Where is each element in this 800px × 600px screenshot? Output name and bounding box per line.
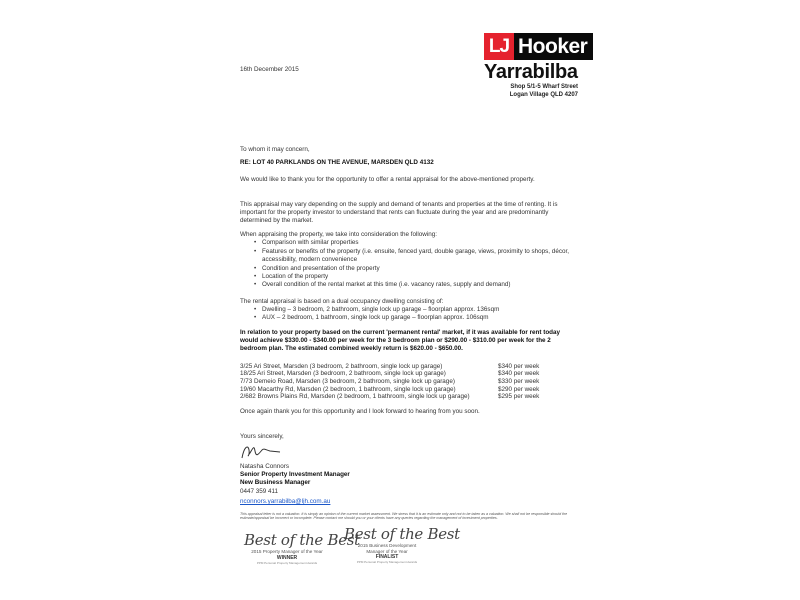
comparable-price: $295 per week (498, 393, 540, 400)
signatory-phone: 0447 359 411 (240, 488, 279, 495)
comparable-address: 2/682 Browns Plains Rd, Marsden (2 bedroom, 1 bathroom, single lock up garage) (240, 393, 470, 400)
award-title: Manager of the Year (366, 548, 408, 554)
disclaimer-text: This appraisal letter is not a valuation. It is simply an opinion of the current market assessment. We stress that it is an estimate only and not to be taken as a valuation. We shall not be responsible should the estimate/appraisal be incorrect or incomplete. Please contact me should you or your clients have any queries regarding the management of investment properties. (240, 512, 568, 521)
award-title: 2015 Property Manager of the Year (251, 549, 323, 554)
award-organisation: PPM Personal Property Management Awards (256, 560, 318, 565)
award-title: 2015 Business Development (357, 543, 417, 548)
award-script-title: Best of the Best (344, 525, 460, 543)
comparable-price: $340 per week (498, 370, 540, 377)
dwelling-item: • AUX – 2 bedroom, 1 bathroom, single lock up garage – floorplan approx. 106sqm (262, 314, 572, 322)
award-status: WINNER (276, 554, 298, 561)
signatory-title: Senior Property Investment Manager (240, 471, 350, 478)
salutation: To whom it may concern, (240, 146, 310, 153)
re-line: RE: LOT 40 PARKLANDS ON THE AVENUE, MARSDEN QLD 4132 (240, 159, 434, 166)
signatory-title: New Business Manager (240, 479, 311, 486)
logo-wordmark: Hooker (514, 33, 593, 60)
award-status: FINALIST (375, 554, 399, 561)
intro-paragraph: We would like to thank you for the opportunity to offer a rental appraisal for the above-mentioned property. (240, 176, 535, 183)
comparable-price: $340 per week (498, 363, 540, 370)
comparable-address: 19/60 Macarthy Rd, Marsden (2 bedroom, 1 bathroom, single lock up garage) (240, 386, 456, 393)
consideration-item: • Condition and presentation of the property (262, 265, 562, 273)
closing-line: Once again thank you for this opportunity and I look forward to hearing from you soon. (240, 408, 480, 415)
address-line-1: Shop 5/1-5 Wharf Street (510, 84, 578, 90)
address-line-2: Logan Village QLD 4207 (509, 92, 578, 98)
dwelling-intro: The rental appraisal is based on a dual occupancy dwelling consisting of: (240, 298, 444, 305)
award-script-title: Best of the Best (244, 531, 360, 549)
consideration-item: • Overall condition of the rental market at this time (i.e. vacancy rates, supply and demand) (262, 281, 582, 289)
comparable-address: 18/25 Ari Street, Marsden (3 bedroom, 2 bathroom, single lock up garage) (240, 370, 446, 377)
variance-paragraph: This appraisal may vary depending on the supply and demand of tenants and properties at the time of renting. It is important for the property investor to understand that rents can fluctuate during the year and are predominantly determined by the market. (240, 201, 558, 225)
lj-hooker-logo (484, 33, 593, 60)
dwelling-item: • Dwelling – 3 bedroom, 2 bathroom, single lock up garage – floorplan approx. 136sqm (262, 306, 572, 314)
letter-date: 16th December 2015 (240, 66, 299, 73)
signatory-name: Natasha Connors (240, 463, 290, 470)
office-name: Yarrabilba (484, 61, 578, 83)
office-address (492, 83, 578, 99)
comparable-price: $290 per week (498, 386, 540, 393)
considerations-intro: When appraising the property, we take into consideration the following: (240, 231, 437, 238)
consideration-item: • Comparison with similar properties (262, 239, 562, 247)
logo-mark: LJ (484, 33, 514, 60)
signatory-email-link[interactable]: nconnors.yarrabilba@ljh.com.au (240, 498, 331, 505)
comparable-address: 3/25 Ari Street, Marsden (3 bedroom, 2 bathroom, single lock up garage) (240, 363, 443, 370)
award-badge (244, 531, 360, 565)
award-organisation: PPM Personal Property Management Awards (356, 560, 418, 565)
signature-image (240, 441, 284, 461)
consideration-item: • Location of the property (262, 273, 562, 281)
comparable-address: 7/73 Demeio Road, Marsden (3 bedroom, 2 bathroom, single lock up garage) (240, 378, 455, 385)
consideration-item: • Features or benefits of the property (i.e. ensuite, fenced yard, double garage, views, proximity to shops, décor, accessibility, modern convenience (262, 248, 572, 264)
award-badge (344, 525, 460, 565)
comparable-price: $330 per week (498, 378, 540, 385)
appraisal-summary: In relation to your property based on the current 'permanent rental' market, if it was available for rent today would achieve $330.00 - $340.00 per week for the 3 bedroom plan or $290.00 - $310.00 per week for the 2 bedroom plan. The estimated combined weekly return is $620.00 - $650.00. (240, 329, 561, 353)
sign-off: Yours sincerely, (240, 433, 284, 440)
